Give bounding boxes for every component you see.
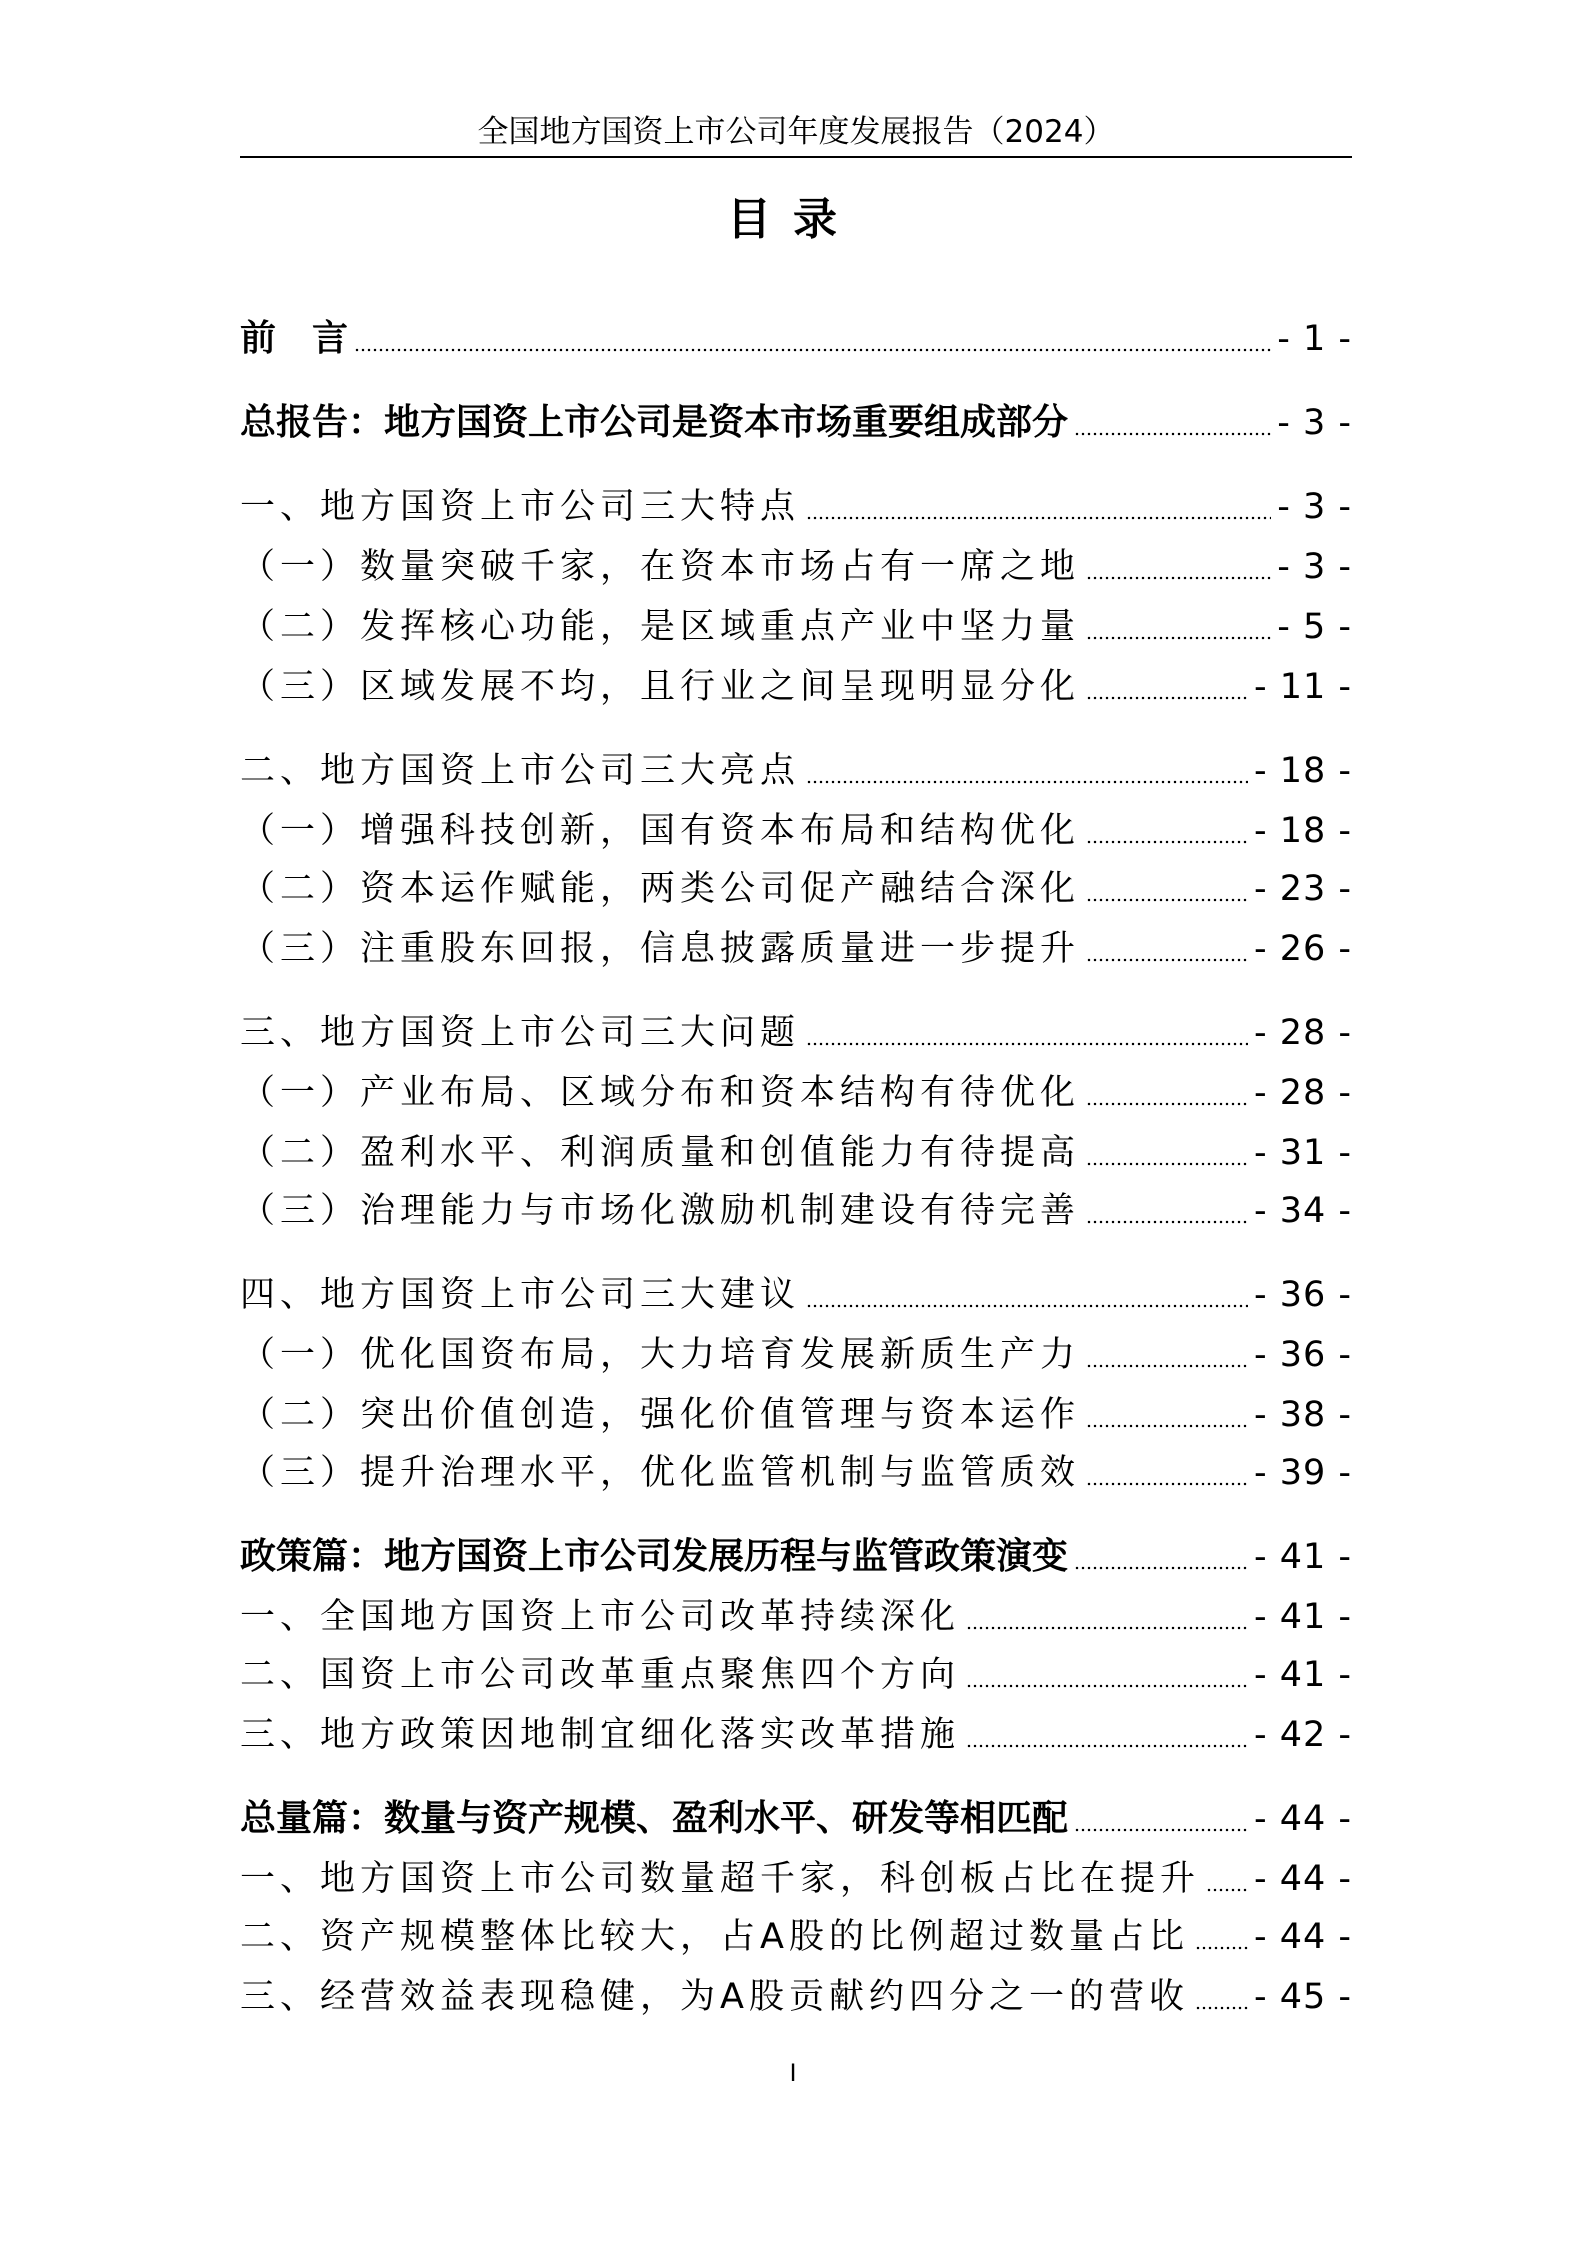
toc-entry-page: - 3 -	[1277, 487, 1352, 527]
toc-entry-page: - 31 -	[1253, 1133, 1352, 1173]
toc-entry[interactable]	[240, 1792, 1352, 1842]
toc-entry[interactable]	[240, 312, 1352, 362]
toc-entry-page: - 34 -	[1253, 1191, 1352, 1231]
toc-entry[interactable]	[240, 480, 1352, 530]
toc-entry-page: - 26 -	[1253, 929, 1352, 969]
toc-entry-page: - 18 -	[1253, 811, 1352, 851]
toc-entry[interactable]	[240, 1184, 1352, 1234]
toc-entry[interactable]	[240, 1328, 1352, 1378]
toc-entry[interactable]	[240, 744, 1352, 794]
toc-entry-page: - 28 -	[1253, 1073, 1352, 1113]
toc-dot-leader	[1195, 2006, 1248, 2010]
toc-dot-leader	[1206, 1888, 1248, 1892]
toc-entry-title: （二）盈利水平、利润质量和创值能力有待提高	[240, 1133, 1081, 1173]
toc-entry-page: - 39 -	[1253, 1453, 1352, 1493]
toc-dot-leader	[806, 1042, 1248, 1046]
toc-entry-page: - 41 -	[1253, 1597, 1352, 1637]
toc-entry[interactable]	[240, 1708, 1352, 1758]
toc-dot-leader	[354, 348, 1271, 352]
toc-dot-leader	[806, 516, 1271, 520]
toc-dot-leader	[1074, 432, 1271, 436]
toc-entry[interactable]	[240, 1852, 1352, 1902]
toc-entry-page: - 3 -	[1277, 547, 1352, 587]
toc-dot-leader	[1086, 636, 1271, 640]
toc-entry-title: 一、全国地方国资上市公司改革持续深化	[240, 1597, 961, 1637]
toc-entry[interactable]	[240, 1126, 1352, 1176]
toc-entry-page: - 36 -	[1253, 1275, 1352, 1315]
toc-entry-title: （二）突出价值创造，强化价值管理与资本运作	[240, 1395, 1081, 1435]
toc-dot-leader	[1086, 898, 1248, 902]
toc-entry-title: 二、资产规模整体比较大，占A股的比例超过数量占比	[240, 1917, 1189, 1957]
toc-dot-leader	[1086, 1102, 1248, 1106]
toc-entry-title: （三）提升治理水平，优化监管机制与监管质效	[240, 1453, 1081, 1493]
toc-entry-page: - 41 -	[1253, 1537, 1352, 1577]
toc-dot-leader	[1074, 1828, 1248, 1832]
toc-entry-title: （一）产业布局、区域分布和资本结构有待优化	[240, 1073, 1081, 1113]
toc-dot-leader	[1086, 840, 1248, 844]
toc-entry-page: - 3 -	[1277, 403, 1352, 443]
toc-entry[interactable]	[240, 922, 1352, 972]
toc-entry-title: 三、经营效益表现稳健，为A股贡献约四分之一的营收	[240, 1977, 1189, 2017]
toc-dot-leader	[1086, 1364, 1248, 1368]
toc-entry-title: （一）优化国资布局，大力培育发展新质生产力	[240, 1335, 1081, 1375]
toc-entry[interactable]	[240, 600, 1352, 650]
toc-entry-title: 一、地方国资上市公司数量超千家，科创板占比在提升	[240, 1859, 1201, 1899]
toc-entry-title: 三、地方政策因地制宜细化落实改革措施	[240, 1715, 961, 1755]
toc-entry-title: 四、地方国资上市公司三大建议	[240, 1275, 801, 1315]
toc-entry-title: 总报告：地方国资上市公司是资本市场重要组成部分	[240, 402, 1069, 443]
toc-entry[interactable]	[240, 1648, 1352, 1698]
toc-entry-page: - 23 -	[1253, 869, 1352, 909]
toc-entry-page: - 42 -	[1253, 1715, 1352, 1755]
toc-entry-title: 前 言	[240, 318, 349, 359]
toc-entry-page: - 28 -	[1253, 1013, 1352, 1053]
toc-entry-page: - 18 -	[1253, 751, 1352, 791]
toc-entry[interactable]	[240, 1066, 1352, 1116]
toc-dot-leader	[1086, 958, 1248, 962]
toc-dot-leader	[806, 1304, 1248, 1308]
toc-entry-title: （一）增强科技创新，国有资本布局和结构优化	[240, 811, 1081, 851]
toc-entry[interactable]	[240, 660, 1352, 710]
toc-entry-page: - 44 -	[1253, 1859, 1352, 1899]
toc-title: 目录	[727, 194, 859, 245]
toc-entry[interactable]	[240, 1388, 1352, 1438]
toc-entry-title: 二、地方国资上市公司三大亮点	[240, 751, 801, 791]
toc-entry[interactable]	[240, 1268, 1352, 1318]
toc-entry-page: - 45 -	[1253, 1977, 1352, 2017]
page-header: 全国地方国资上市公司年度发展报告（2024）	[240, 112, 1352, 158]
toc-dot-leader	[1086, 1162, 1248, 1166]
toc-entry[interactable]	[240, 1006, 1352, 1056]
toc-dot-leader	[1195, 1946, 1248, 1950]
toc-entry[interactable]	[240, 1446, 1352, 1496]
toc-entry-title: （三）区域发展不均，且行业之间呈现明显分化	[240, 667, 1081, 707]
toc-entry-page: - 5 -	[1277, 607, 1352, 647]
toc-entry-title: （三）注重股东回报，信息披露质量进一步提升	[240, 929, 1081, 969]
toc-dot-leader	[966, 1626, 1248, 1630]
toc-dot-leader	[1086, 1424, 1248, 1428]
toc-entry-title: （三）治理能力与市场化激励机制建设有待完善	[240, 1191, 1081, 1231]
toc-entry-page: - 41 -	[1253, 1655, 1352, 1695]
toc-entry[interactable]	[240, 1910, 1352, 1960]
toc-entry-title: 总量篇：数量与资产规模、盈利水平、研发等相匹配	[240, 1798, 1069, 1839]
toc-dot-leader	[1074, 1566, 1248, 1570]
toc-entry-title: （二）发挥核心功能，是区域重点产业中坚力量	[240, 607, 1081, 647]
toc-entry[interactable]	[240, 804, 1352, 854]
toc-dot-leader	[1086, 696, 1248, 700]
toc-entry-title: 一、地方国资上市公司三大特点	[240, 487, 801, 527]
toc-entry-title: 政策篇：地方国资上市公司发展历程与监管政策演变	[240, 1536, 1069, 1577]
toc-entry-page: - 44 -	[1253, 1917, 1352, 1957]
toc-entry-title: （一）数量突破千家，在资本市场占有一席之地	[240, 547, 1081, 587]
toc-entry[interactable]	[240, 1970, 1352, 2020]
toc-entry[interactable]	[240, 1530, 1352, 1580]
toc-entry-page: - 11 -	[1253, 667, 1352, 707]
toc-entry-page: - 44 -	[1253, 1799, 1352, 1839]
page-number: I	[789, 2059, 797, 2087]
toc-entry-page: - 38 -	[1253, 1395, 1352, 1435]
toc-entry[interactable]	[240, 1590, 1352, 1640]
toc-dot-leader	[1086, 1482, 1248, 1486]
toc-entry-title: （二）资本运作赋能，两类公司促产融结合深化	[240, 869, 1081, 909]
toc-dot-leader	[1086, 1220, 1248, 1224]
toc-entry[interactable]	[240, 396, 1352, 446]
toc-entry[interactable]	[240, 862, 1352, 912]
toc-entry[interactable]	[240, 540, 1352, 590]
toc-entry-page: - 1 -	[1277, 319, 1352, 359]
toc-dot-leader	[1086, 576, 1271, 580]
toc-entry-title: 三、地方国资上市公司三大问题	[240, 1013, 801, 1053]
toc-dot-leader	[966, 1684, 1248, 1688]
toc-entry-title: 二、国资上市公司改革重点聚焦四个方向	[240, 1655, 961, 1695]
toc-dot-leader	[806, 780, 1248, 784]
toc-entry-page: - 36 -	[1253, 1335, 1352, 1375]
toc-dot-leader	[966, 1744, 1248, 1748]
